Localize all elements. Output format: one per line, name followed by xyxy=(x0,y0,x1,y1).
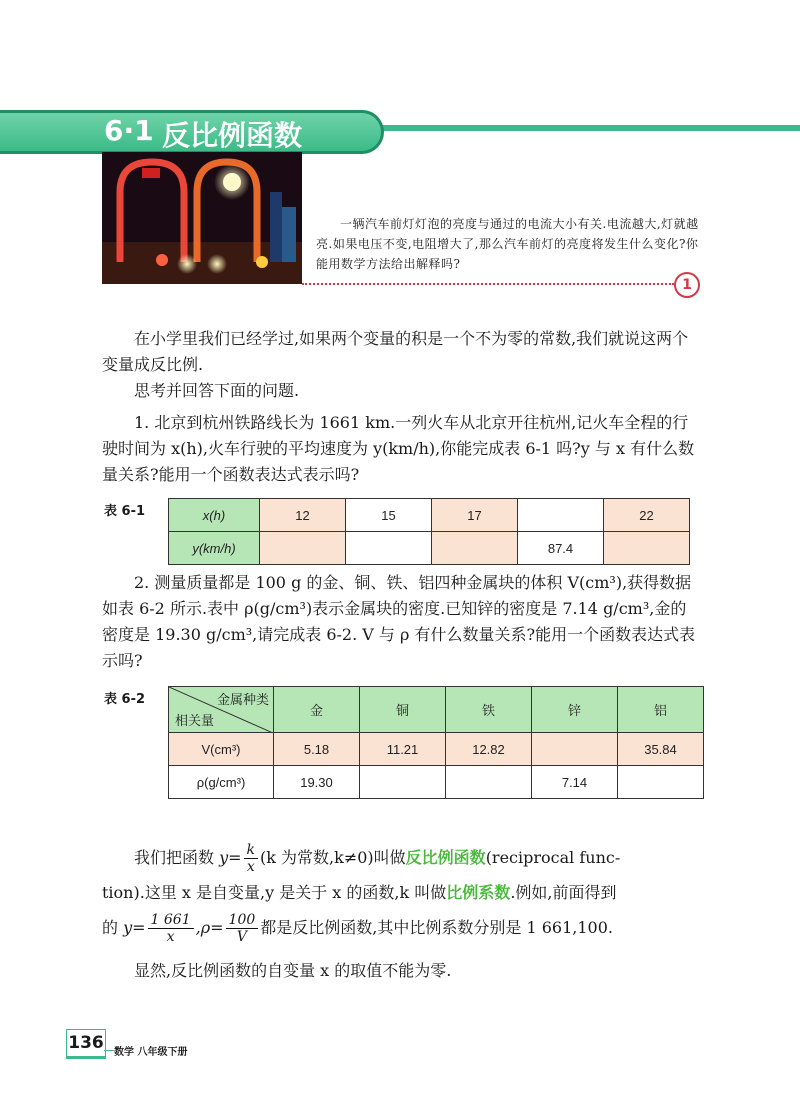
paragraph-conclusion: 显然,反比例函数的自变量 x 的取值不能为零. xyxy=(134,961,452,980)
table-6-2-caption: 表 6-2 xyxy=(104,692,146,707)
column-header-iron: 铁 xyxy=(446,687,532,733)
table-cell xyxy=(604,532,690,565)
table-cell xyxy=(532,733,618,766)
text-segment: (k 为常数,k≠0)叫做 xyxy=(260,848,406,867)
table-cell: 19.30 xyxy=(274,766,360,799)
column-header-gold: 金 xyxy=(274,687,360,733)
column-header-zinc: 锌 xyxy=(532,687,618,733)
math-rho: ,ρ= xyxy=(195,918,224,937)
corner-label-metal: 金属种类 xyxy=(216,692,269,707)
question-badge: 1 xyxy=(674,272,700,298)
math-y: y= xyxy=(123,918,146,937)
table-header-row xyxy=(169,687,704,733)
table-row-header: y(km/h) xyxy=(169,532,260,565)
paragraph-think: 思考并回答下面的问题. xyxy=(134,381,300,400)
table-6-1-caption: 表 6-1 xyxy=(104,504,146,519)
math-y: y= xyxy=(219,848,242,867)
corner-label-quantity: 相关量 xyxy=(175,713,215,728)
fraction-denominator: x xyxy=(166,929,175,945)
table-6-1 xyxy=(168,498,690,565)
section-number: 6·1 xyxy=(104,114,154,147)
text-segment: 的 xyxy=(102,918,124,937)
fraction-1661-over-x xyxy=(148,912,194,945)
table-cell: 35.84 xyxy=(618,733,704,766)
paragraph-question-2: 2. 测量质量都是 100 g 的金、铜、铁、铝四种金属块的体积 V(cm³),获得数据如表 6-2 所示.表中 ρ(g/cm³)表示金属块的密度.已知锌的密度是 7.14 g/cm³,金的密度是 19.30 g/cm³,请完成表 6-2. V 与 ρ 有什么数量关系?能用一个函数表达式表示吗? xyxy=(102,573,696,670)
table-row-header: V(cm³) xyxy=(169,733,274,766)
paragraph-question-1: 1. 北京到杭州铁路线长为 1661 km.一列火车从北京开往杭州,记火车全程的行驶时间为 x(h),火车行驶的平均速度为 y(km/h),你能完成表 6-1 吗?y 与 x 有什么数量关系?能用一个函数表达式表示吗? xyxy=(102,413,695,484)
table-row xyxy=(169,766,704,799)
table-cell xyxy=(432,532,518,565)
fraction-denominator: V xyxy=(236,929,247,945)
night-street-photo xyxy=(102,152,302,284)
table-cell: 5.18 xyxy=(274,733,360,766)
fraction-denominator: x xyxy=(246,859,255,875)
table-row xyxy=(169,499,690,532)
text-segment: .例如,前面得到 xyxy=(510,883,617,902)
term-reciprocal-function: 反比例函数 xyxy=(405,848,486,867)
fraction-k-over-x xyxy=(244,842,258,875)
fraction-numerator: k xyxy=(244,842,258,859)
fraction-numerator: 100 xyxy=(226,912,259,929)
section-title: 反比例函数 xyxy=(162,119,303,152)
table-cell: 87.4 xyxy=(518,532,604,565)
table-cell xyxy=(260,532,346,565)
table-corner-cell xyxy=(169,687,274,733)
table-cell: 17 xyxy=(432,499,518,532)
column-header-copper: 铜 xyxy=(360,687,446,733)
table-cell xyxy=(360,766,446,799)
text-segment: 都是反比例函数,其中比例系数分别是 1 661,100. xyxy=(260,918,613,937)
definition-line-2 xyxy=(102,880,702,906)
definition-line-1 xyxy=(134,842,702,875)
footer-rule xyxy=(104,1050,114,1051)
table-6-2 xyxy=(168,686,704,799)
term-proportionality-coefficient: 比例系数 xyxy=(446,883,511,902)
table-cell xyxy=(446,766,532,799)
header-rule xyxy=(380,125,800,131)
text-segment: tion).这里 x 是自变量,y 是关于 x 的函数,k 叫做 xyxy=(102,883,447,902)
text-segment: (reciprocal func- xyxy=(485,848,621,867)
book-title: 数学 八年级下册 xyxy=(114,1047,188,1058)
table-cell: 12.82 xyxy=(446,733,532,766)
text-segment: 我们把函数 xyxy=(134,848,220,867)
table-cell xyxy=(346,532,432,565)
table-cell: 12 xyxy=(260,499,346,532)
paragraph-intro: 在小学里我们已经学过,如果两个变量的积是一个不为零的常数,我们就说这两个变量成反比例. xyxy=(102,329,689,374)
page-number: 136 xyxy=(66,1029,106,1059)
table-cell: 7.14 xyxy=(532,766,618,799)
table-row-header: x(h) xyxy=(169,499,260,532)
table-cell xyxy=(518,499,604,532)
definition-line-3 xyxy=(102,912,702,945)
intro-question: 一辆汽车前灯灯泡的亮度与通过的电流大小有关.电流越大,灯就越亮.如果电压不变,电阻增大了,那么汽车前灯的亮度将发生什么变化?你能用数学方法给出解释吗? xyxy=(316,217,699,271)
table-cell: 15 xyxy=(346,499,432,532)
fraction-numerator: 1 661 xyxy=(148,912,194,929)
dotted-divider xyxy=(302,283,674,285)
table-row xyxy=(169,733,704,766)
table-row-header: ρ(g/cm³) xyxy=(169,766,274,799)
table-cell xyxy=(618,766,704,799)
column-header-aluminum: 铝 xyxy=(618,687,704,733)
table-cell: 11.21 xyxy=(360,733,446,766)
table-row xyxy=(169,532,690,565)
table-cell: 22 xyxy=(604,499,690,532)
fraction-100-over-v xyxy=(226,912,259,945)
